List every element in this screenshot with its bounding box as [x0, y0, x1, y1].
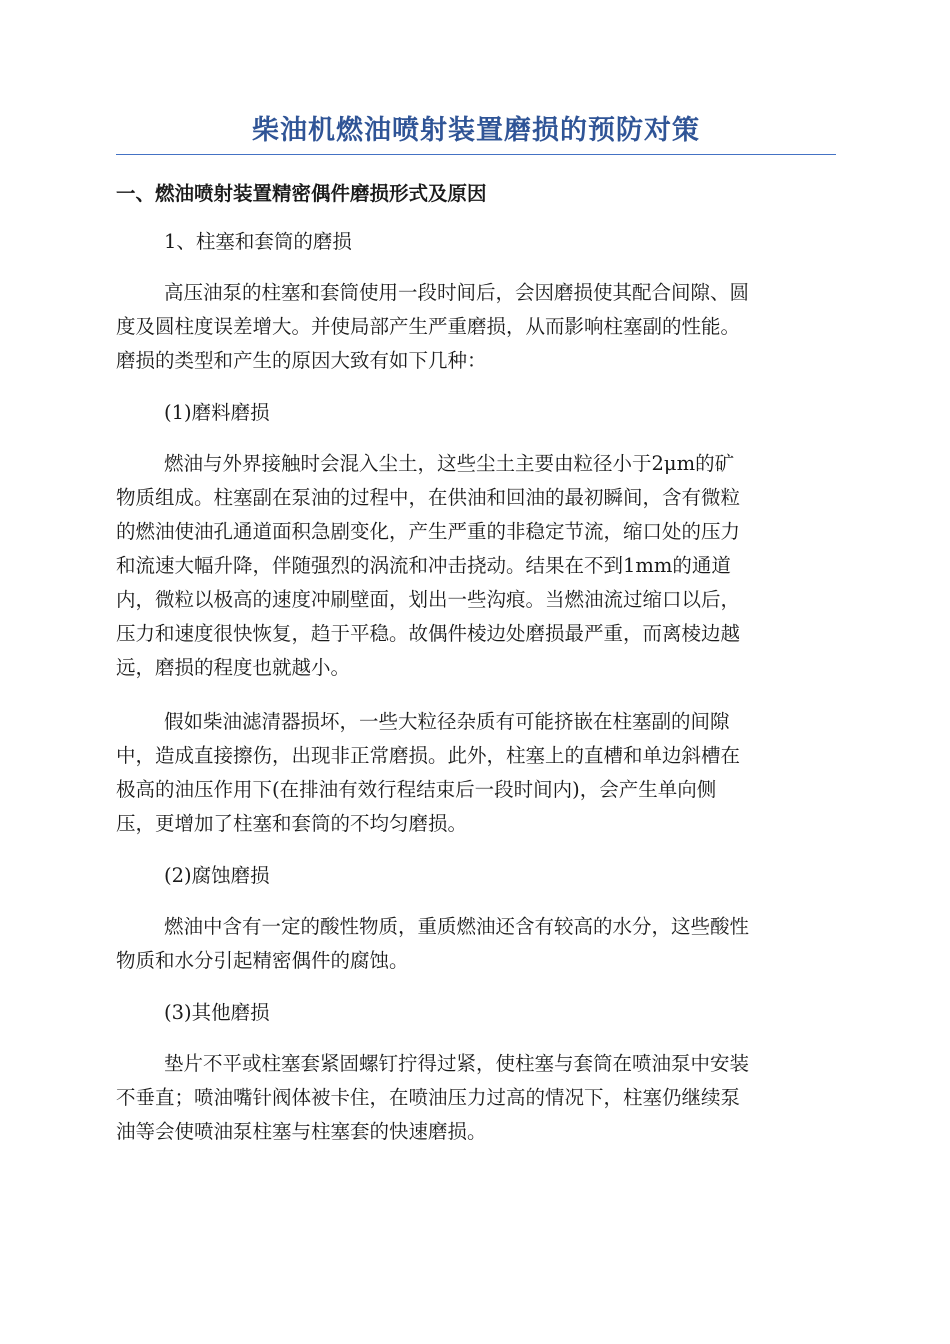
paragraph-line: 度及圆柱度误差增大。并使局部产生严重磨损，从而影响柱塞副的性能。	[116, 315, 741, 338]
paragraph-line: 垫片不平或柱塞套紧固螺钉拧得过紧，使柱塞与套筒在喷油泵中安装	[164, 1052, 750, 1075]
paragraph-1	[116, 276, 836, 378]
paragraph-line: 燃油中含有一定的酸性物质，重质燃油还含有较高的水分，这些酸性	[164, 915, 750, 938]
paragraph-line: 油等会使喷油泵柱塞与柱塞套的快速磨损。	[116, 1120, 487, 1143]
paragraph-line: 极高的油压作用下(在排油有效行程结束后一段时间内)，会产生单向侧	[116, 778, 717, 801]
paragraph-line: 物质和水分引起精密偶件的腐蚀。	[116, 949, 409, 972]
section-heading: 一、燃油喷射装置精密偶件磨损形式及原因	[116, 182, 487, 205]
paragraph-line: 物质组成。柱塞副在泵油的过程中，在供油和回油的最初瞬间，含有微粒	[116, 486, 741, 509]
paragraph-line: 燃油与外界接触时会混入尘土，这些尘土主要由粒径小于2μm的矿	[164, 452, 735, 475]
list-item-heading: (3)其他磨损	[164, 1001, 270, 1024]
subsection-heading: 1、柱塞和套筒的磨损	[164, 230, 352, 253]
paragraph-line: 的燃油使油孔通道面积急剧变化，产生严重的非稳定节流，缩口处的压力	[116, 520, 741, 543]
paragraph-line: 远，磨损的程度也就越小。	[116, 656, 351, 679]
paragraph-2	[116, 447, 836, 685]
paragraph-3	[116, 705, 836, 841]
paragraph-line: 中，造成直接擦伤，出现非正常磨损。此外，柱塞上的直槽和单边斜槽在	[116, 744, 741, 767]
paragraph-line: 压力和速度很快恢复，趋于平稳。故偶件棱边处磨损最严重，而离棱边越	[116, 622, 741, 645]
document-page	[116, 112, 836, 1149]
paragraph-line: 内，微粒以极高的速度冲刷壁面，划出一些沟痕。当燃油流过缩口以后，	[116, 588, 741, 611]
paragraph-line: 假如柴油滤清器损坏，一些大粒径杂质有可能挤嵌在柱塞副的间隙	[164, 710, 730, 733]
paragraph-5	[116, 1047, 836, 1149]
paragraph-line: 压，更增加了柱塞和套筒的不均匀磨损。	[116, 812, 468, 835]
list-item-heading: (1)磨料磨损	[164, 401, 270, 424]
paragraph-line: 高压油泵的柱塞和套筒使用一段时间后，会因磨损使其配合间隙、圆	[164, 281, 750, 304]
document-title: 柴油机燃油喷射装置磨损的预防对策	[116, 112, 836, 155]
paragraph-4	[116, 910, 836, 978]
paragraph-line: 和流速大幅升降，伴随强烈的涡流和冲击挠动。结果在不到1mm的通道	[116, 554, 731, 577]
list-item-heading: (2)腐蚀磨损	[164, 864, 270, 887]
paragraph-line: 不垂直；喷油嘴针阀体被卡住，在喷油压力过高的情况下，柱塞仍继续泵	[116, 1086, 741, 1109]
paragraph-line: 磨损的类型和产生的原因大致有如下几种：	[116, 349, 487, 372]
